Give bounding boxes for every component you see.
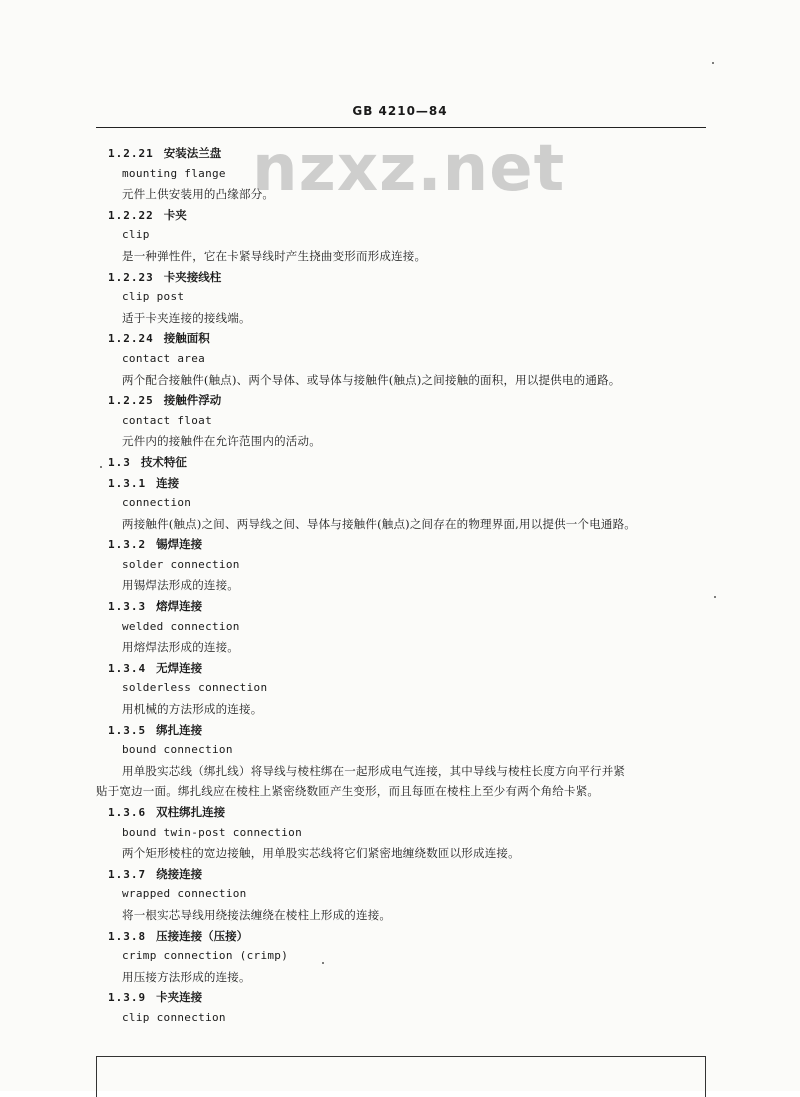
term-number: 1.3.9 [108, 991, 147, 1005]
term-english: wrapped connection [122, 887, 247, 901]
header-rule [96, 127, 706, 128]
term-heading [0, 864, 800, 885]
term-heading [0, 596, 800, 617]
term-number: 1.3.1 [108, 476, 147, 490]
term-definition: 适于卡夹连接的接线端。 [122, 310, 251, 325]
term-english: connection [122, 496, 192, 510]
term-chinese: 接触面积 [163, 331, 210, 346]
term-heading [0, 390, 800, 411]
term-definition: 用机械的方法形成的连接。 [122, 702, 263, 717]
term-number: 1.2.24 [108, 332, 154, 346]
term-entry [0, 205, 800, 267]
term-definition: 用熔焊法形成的连接。 [122, 640, 239, 655]
term-number: 1.3 [108, 455, 131, 469]
term-definition: 元件内的接触件在允许范围内的活动。 [122, 434, 321, 449]
term-english: welded connection [122, 619, 240, 633]
term-chinese: 熔焊连接 [156, 599, 203, 614]
term-entry [0, 864, 800, 926]
scan-speck [100, 466, 102, 468]
term-definition: 两接触件(触点)之间、两导线之间、导体与接触件(触点)之间存在的物理界面,用以提供一个电通路。 [122, 516, 636, 531]
term-entry [0, 328, 800, 390]
term-entry [0, 987, 800, 1028]
term-chinese: 锡焊连接 [156, 537, 203, 552]
term-english: contact float [122, 413, 212, 427]
term-english: bound connection [122, 743, 233, 757]
term-number: 1.2.23 [108, 270, 154, 284]
term-definition: 两个配合接触件(触点)、两个导体、或导体与接触件(触点)之间接触的面积，用以提供电的通路。 [122, 372, 621, 387]
term-chinese: 压接连接（压接） [156, 928, 249, 943]
term-english: crimp connection (crimp) [122, 949, 289, 963]
term-entry [0, 534, 800, 596]
term-definition: 元件上供安装用的凸缘部分。 [122, 187, 275, 202]
term-definition: 用压接方法形成的连接。 [122, 969, 251, 984]
term-heading [0, 658, 800, 679]
term-english: solderless connection [122, 681, 268, 695]
watermark: nzxz.net [252, 132, 566, 206]
scan-speck [322, 962, 324, 964]
term-english: solder connection [122, 557, 240, 571]
term-entry [0, 143, 800, 205]
term-definition: 用单股实芯线（绑扎线）将导线与棱柱绑在一起形成电气连接，其中导线与棱柱长度方向平行并紧 [122, 763, 626, 778]
term-english: mounting flange [122, 166, 226, 180]
term-heading [0, 473, 800, 494]
term-english: clip connection [122, 1010, 226, 1024]
term-number: 1.3.7 [108, 867, 147, 881]
term-heading [0, 802, 800, 823]
term-chinese: 安装法兰盘 [163, 146, 222, 160]
term-entry [0, 596, 800, 658]
term-definition: 贴于宽边一面。绑扎线应在棱柱上紧密绕数匝产生变形，而且每匝在棱柱上至少有两个角给卡紧。 [96, 784, 600, 799]
term-number: 1.3.8 [108, 929, 147, 943]
term-number: 1.3.4 [108, 661, 147, 675]
term-heading [0, 926, 800, 947]
term-english: clip post [122, 290, 185, 304]
term-chinese: 连接 [156, 475, 180, 490]
page-header: GB 4210—84 [352, 104, 448, 118]
term-entry [0, 802, 800, 864]
scan-speck [712, 62, 714, 64]
term-number: 1.3.5 [108, 723, 147, 737]
term-definition: 用锡焊法形成的连接。 [122, 578, 239, 593]
terms-list [0, 143, 800, 1029]
term-definition: 是一种弹性件，它在卡紧导线时产生挠曲变形而形成连接。 [122, 248, 427, 263]
term-definition: 将一根实芯导线用绕接法缠绕在棱柱上形成的连接。 [122, 907, 392, 922]
term-entry [0, 267, 800, 329]
term-heading [0, 987, 800, 1008]
term-number: 1.2.21 [108, 147, 154, 160]
term-chinese: 绑扎连接 [156, 722, 203, 737]
term-heading [0, 720, 800, 741]
term-english: contact area [122, 351, 206, 365]
scan-speck [714, 596, 716, 598]
term-heading [0, 143, 800, 164]
term-chinese: 无焊连接 [156, 660, 203, 675]
term-english: clip [122, 228, 150, 242]
term-number: 1.3.2 [108, 538, 147, 552]
term-heading [0, 267, 800, 288]
term-chinese: 接触件浮动 [163, 393, 222, 408]
term-definition: 两个矩形棱柱的宽边接触，用单股实芯线将它们紧密地缠绕数匝以形成连接。 [122, 846, 520, 861]
term-chinese: 双柱绑扎连接 [156, 805, 226, 819]
term-english: bound twin-post connection [122, 825, 302, 839]
term-entry [0, 658, 800, 720]
term-entry [0, 720, 800, 802]
term-entry [0, 390, 800, 452]
term-entry [0, 473, 800, 535]
section-heading [0, 452, 800, 473]
term-number: 1.3.3 [108, 600, 147, 614]
term-heading [0, 534, 800, 555]
term-number: 1.2.25 [108, 394, 154, 408]
term-chinese: 技术特征 [140, 454, 187, 469]
term-number: 1.3.6 [108, 806, 147, 819]
term-number: 1.2.22 [108, 208, 154, 222]
term-heading [0, 452, 800, 473]
term-chinese: 卡夹连接 [156, 990, 203, 1005]
term-heading [0, 328, 800, 349]
term-chinese: 卡夹接线柱 [163, 269, 222, 284]
term-chinese: 卡夹 [163, 207, 187, 222]
term-entry [0, 926, 800, 988]
term-chinese: 绕接连接 [156, 866, 203, 881]
term-heading [0, 205, 800, 226]
